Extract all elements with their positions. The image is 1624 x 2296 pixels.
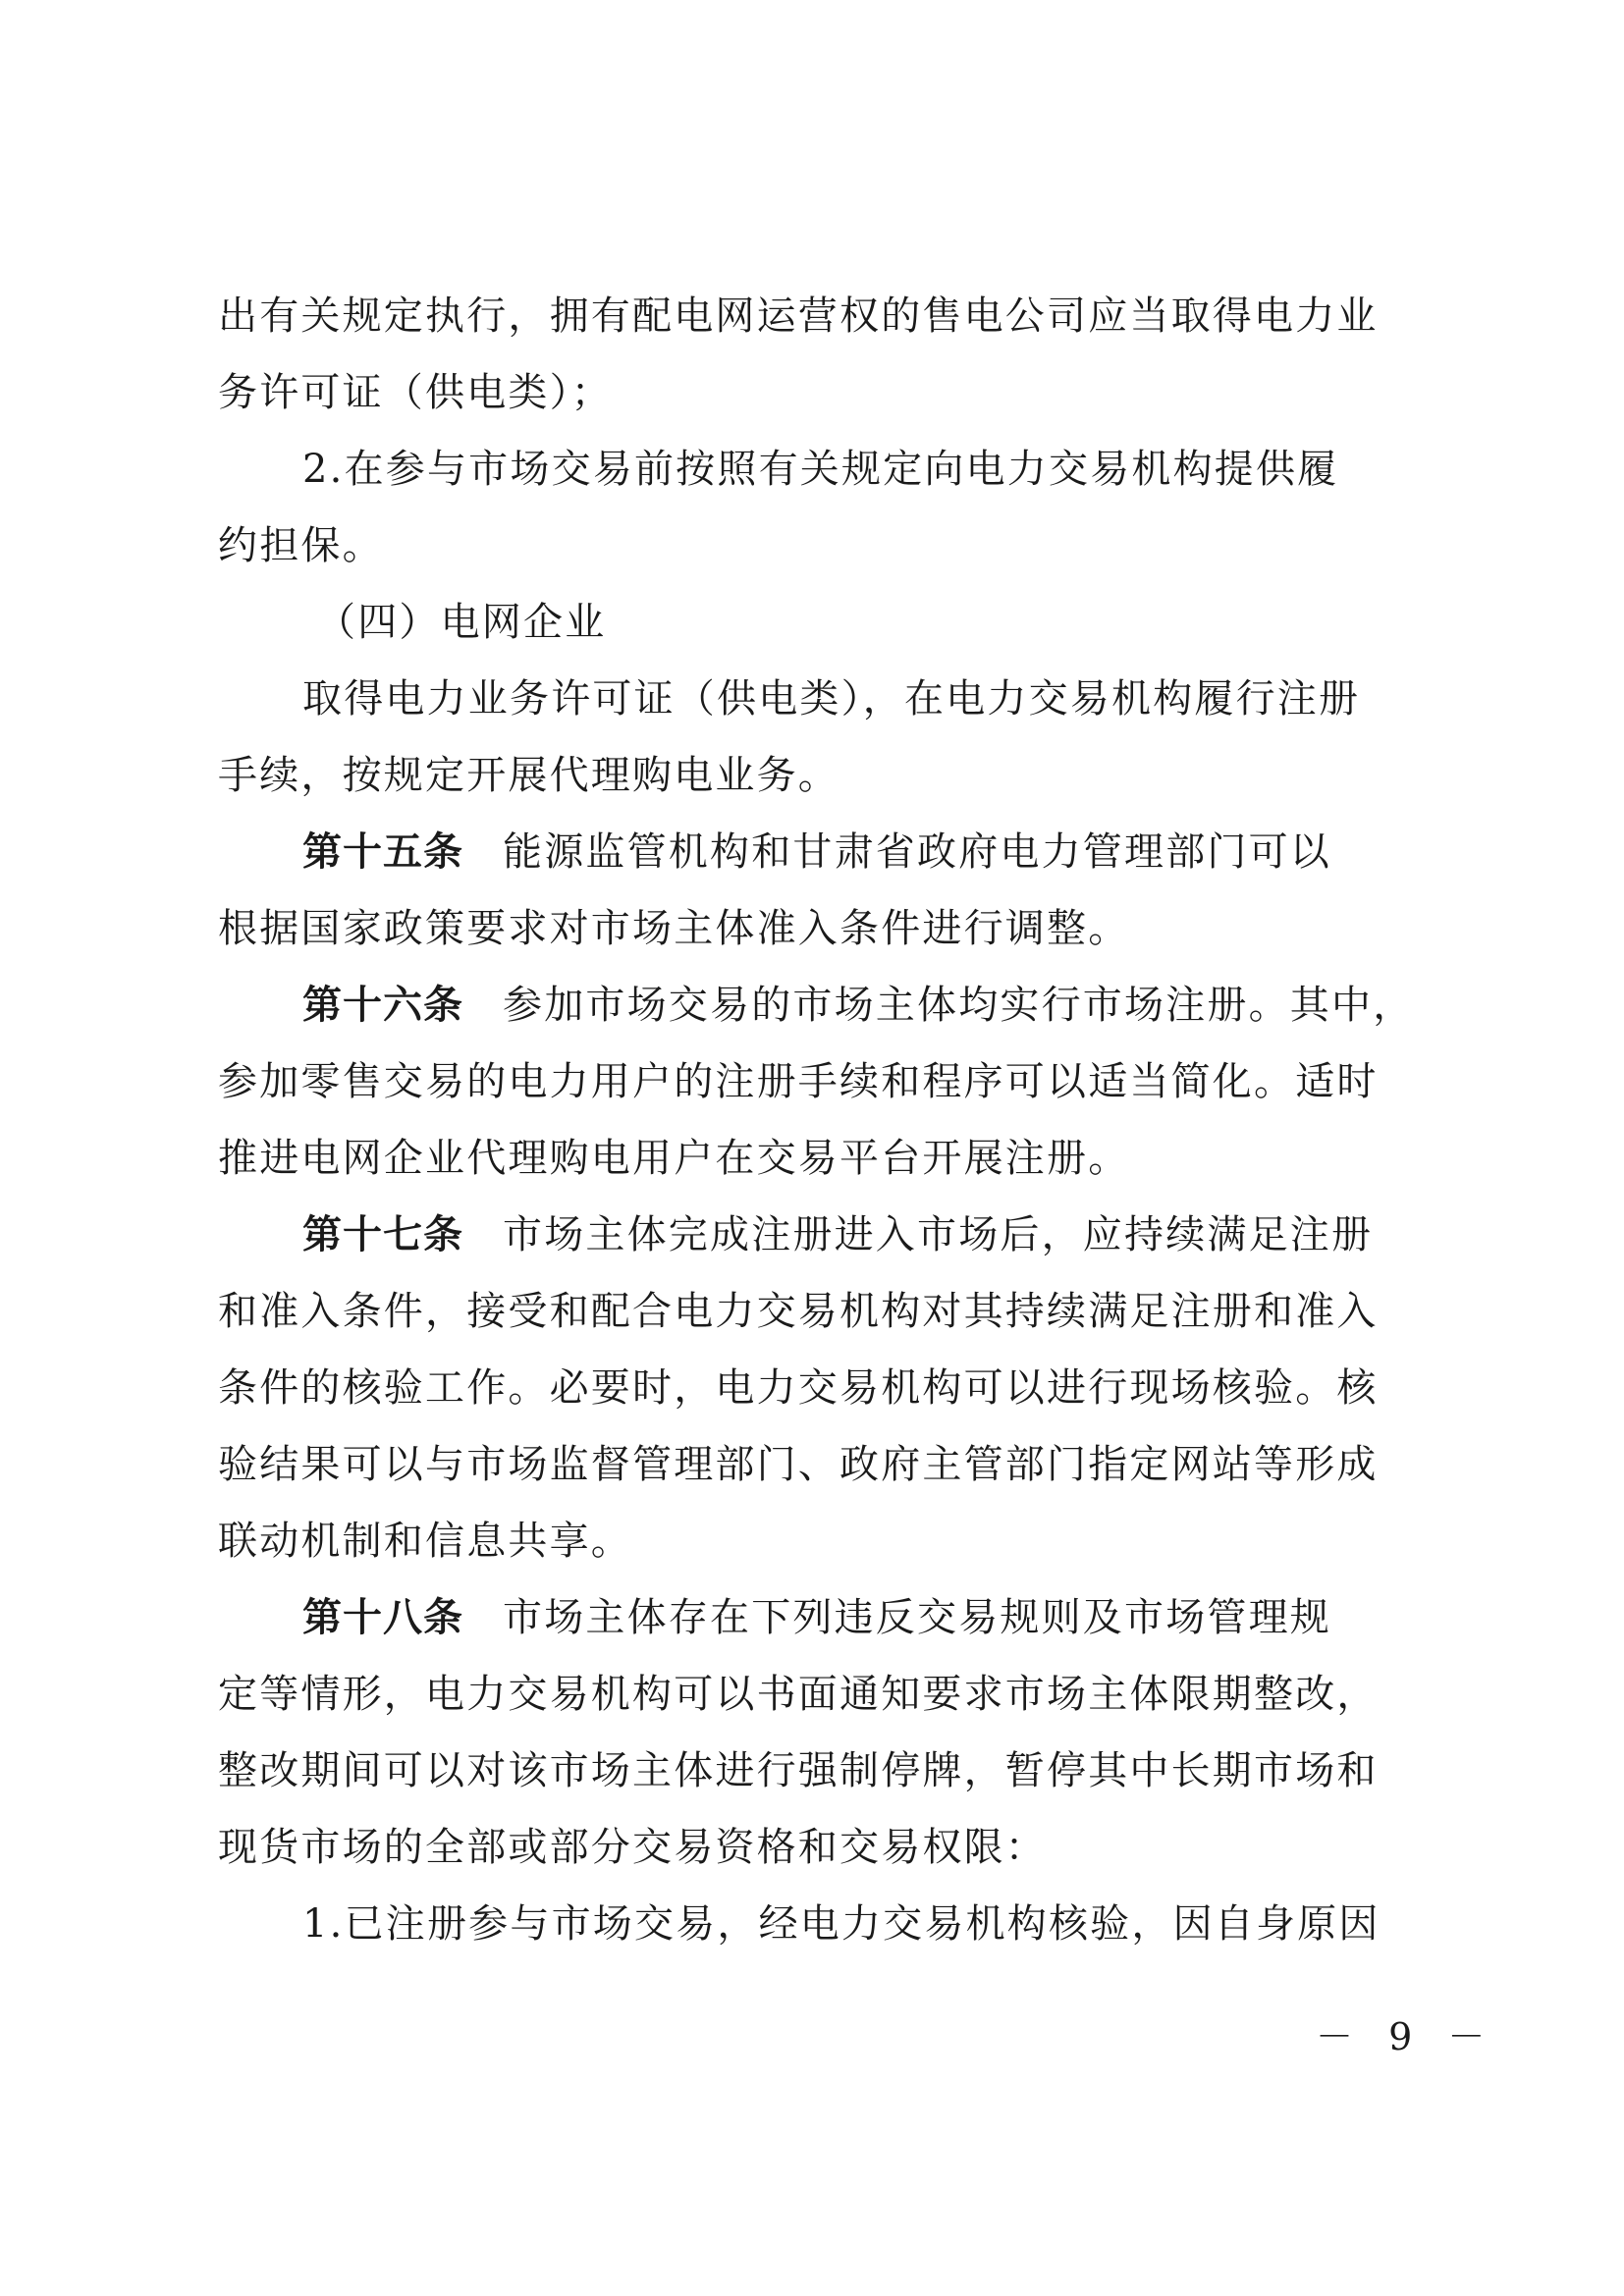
text-line (218, 1665, 1379, 1724)
text-line (218, 516, 384, 575)
text-line (218, 287, 1379, 346)
text-line (218, 1512, 632, 1571)
text-line (218, 1052, 1379, 1111)
article-line (302, 1205, 1373, 1264)
article-number: 第十五条 (302, 829, 463, 875)
section-heading (316, 593, 606, 652)
heading-text: （四）电网企业 (316, 600, 607, 645)
line-text: 1.已注册参与市场交易，经电力交易机构核验，因自身原因 (302, 1901, 1380, 1947)
line-text: 务许可证（供电类）； (218, 370, 613, 415)
text-line (218, 1741, 1379, 1800)
text-line (218, 363, 613, 422)
line-text: 推进电网企业代理购电用户在交易平台开展注册。 (218, 1136, 1130, 1181)
line-text: 取得电力业务许可证（供电类），在电力交易机构履行注册 (302, 676, 1361, 721)
text-line (302, 440, 1338, 499)
text-line (218, 746, 839, 805)
line-text: 能源监管机构和甘肃省政府电力管理部门可以 (503, 829, 1331, 875)
line-text: 联动机制和信息共享。 (218, 1519, 632, 1564)
line-text: 2.在参与市场交易前按照有关规定向电力交易机构提供履 (302, 447, 1339, 492)
article-line (302, 1588, 1331, 1647)
line-text: 市场主体完成注册进入市场后，应持续满足注册 (503, 1212, 1374, 1257)
text-line (218, 1435, 1379, 1494)
line-text: 和准入条件，接受和配合电力交易机构对其持续满足注册和准入 (218, 1289, 1379, 1334)
line-text: 根据国家政策要求对市场主体准入条件进行调整。 (218, 906, 1130, 951)
text-line (218, 1818, 1047, 1877)
text-line (302, 669, 1360, 728)
article-number: 第十八条 (302, 1595, 463, 1640)
line-text: 定等情形，电力交易机构可以书面通知要求市场主体限期整改， (218, 1672, 1379, 1717)
line-text: 参加零售交易的电力用户的注册手续和程序可以适当简化。适时 (218, 1059, 1379, 1104)
page-number: － 9 － (1316, 2015, 1497, 2058)
line-text: 条件的核验工作。必要时，电力交易机构可以进行现场核验。核 (218, 1365, 1379, 1411)
line-text: 参加市场交易的市场主体均实行市场注册。其中， (503, 983, 1415, 1028)
line-text: 出有关规定执行，拥有配电网运营权的售电公司应当取得电力业 (218, 294, 1379, 339)
line-text: 现货市场的全部或部分交易资格和交易权限： (218, 1825, 1047, 1870)
line-text: 市场主体存在下列违反交易规则及市场管理规 (503, 1595, 1331, 1640)
article-number: 第十六条 (302, 983, 463, 1028)
line-text: 约担保。 (218, 523, 384, 568)
article-line (302, 976, 1414, 1035)
text-line (302, 1895, 1380, 1953)
text-line (218, 1129, 1129, 1188)
line-text: 整改期间可以对该市场主体进行强制停牌，暂停其中长期市场和 (218, 1748, 1379, 1793)
text-line (218, 1282, 1379, 1341)
text-line (218, 899, 1129, 958)
article-line (302, 823, 1331, 881)
article-number: 第十七条 (302, 1212, 463, 1257)
line-text: 手续，按规定开展代理购电业务。 (218, 753, 839, 798)
line-text: 验结果可以与市场监督管理部门、政府主管部门指定网站等形成 (218, 1442, 1379, 1487)
text-line (218, 1359, 1379, 1417)
